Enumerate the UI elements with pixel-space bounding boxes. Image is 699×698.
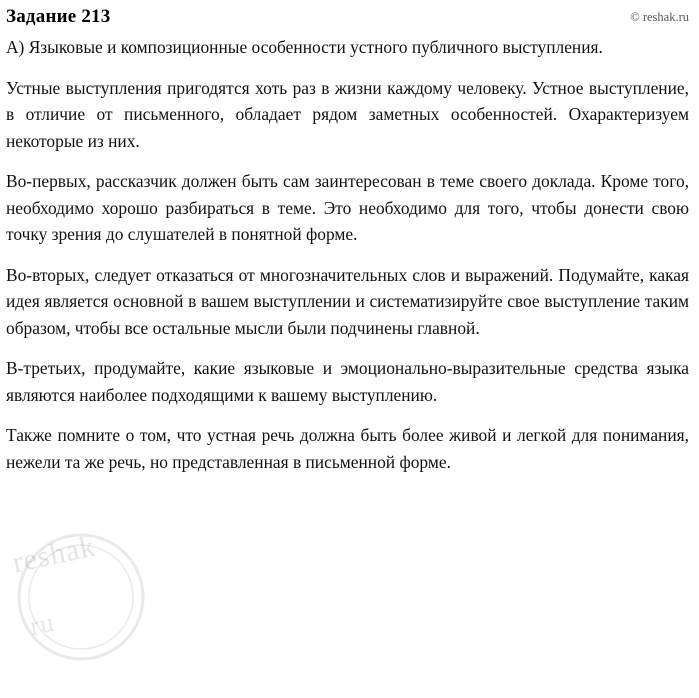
paragraph-6: Также помните о том, что устная речь должна быть более живой и легкой для понимания, нежели та же речь, но представленная в письменной форме.: [6, 425, 689, 472]
paragraph-4: Во-вторых, следует отказаться от многозначительных слов и выражений. Подумайте, какая идея является основной в вашем выступлении и систематизируйте свое выступление таким образом, чтобы все остальные мысли были подчинены главной.: [6, 264, 689, 338]
paragraph-5: В-третьих, продумайте, какие языковые и эмоционально-выразительные средства языка являются наиболее подходящими к вашему выступлению.: [6, 358, 689, 405]
page-title: Задание 213: [6, 6, 111, 27]
watermark-text: reshak: [9, 529, 99, 580]
watermark-text-secondary: ru: [27, 606, 58, 642]
copyright-label: © reshak.ru: [630, 10, 689, 24]
page-header: [6, 6, 689, 28]
paragraph-1: А) Языковые и композиционные особенности устного публичного выступления.: [6, 37, 603, 57]
paragraph-3: Во-первых, рассказчик должен быть сам заинтересован в теме своего доклада. Кроме того, необходимо хорошо разбираться в теме. Это необходимо для того, чтобы донести свою точку зрения до слушателей в понятной форме.: [6, 171, 689, 244]
watermark-stamp-icon: [6, 522, 156, 672]
paragraph-2: Устные выступления пригодятся хоть раз в жизни каждому человеку. Устное выступление, в отличие от письменного, обладает рядом заметных особенностей. Охарактеризуем некоторые из них.: [6, 77, 689, 151]
document-body: [6, 34, 689, 475]
